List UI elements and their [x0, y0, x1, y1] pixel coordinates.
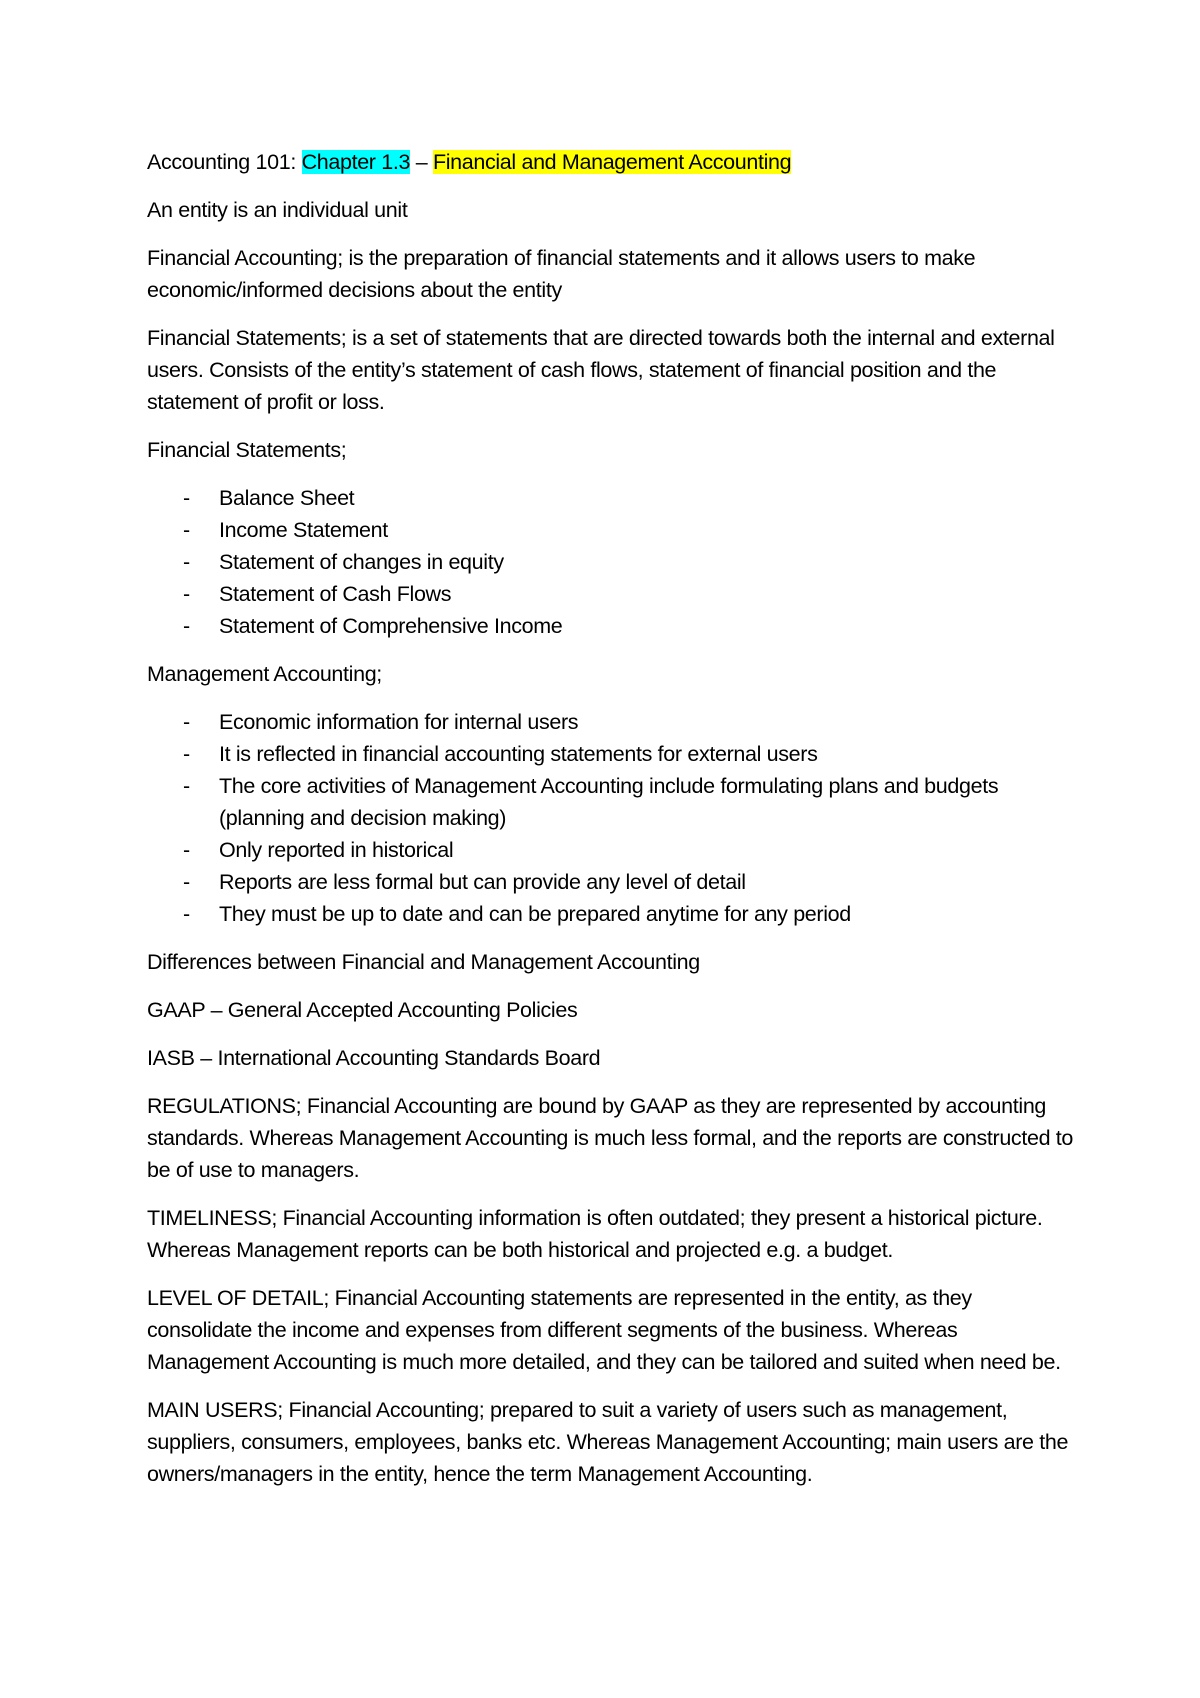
- list-item-text: The core activities of Management Accounting include formulating plans and budgets (planning and decision making): [219, 774, 999, 830]
- page-title: [147, 146, 1077, 178]
- title-separator: –: [410, 150, 433, 174]
- list-item-text: Reports are less formal but can provide any level of detail: [219, 870, 746, 894]
- list-item: [147, 610, 1077, 642]
- iasb-definition: IASB – International Accounting Standards Board: [147, 1046, 601, 1070]
- financial-accounting-paragraph: Financial Accounting; is the preparation of financial statements and it allows users to make economic/informed decisions about the entity: [147, 246, 976, 302]
- bullet-dash: -: [183, 774, 190, 798]
- bullet-dash: -: [183, 550, 190, 574]
- title-chapter-highlight: Chapter 1.3: [301, 150, 411, 174]
- list-item-text: Economic information for internal users: [219, 710, 579, 734]
- gaap-definition: GAAP – General Accepted Accounting Policies: [147, 998, 578, 1022]
- bullet-dash: -: [183, 582, 190, 606]
- list-item: [147, 514, 1077, 546]
- list-item-text: They must be up to date and can be prepared anytime for any period: [219, 902, 851, 926]
- list-item-text: Statement of Comprehensive Income: [219, 614, 563, 638]
- financial-statements-list: [147, 482, 1077, 642]
- list-item: [147, 898, 1077, 930]
- list-item: [147, 866, 1077, 898]
- list-item-text: Only reported in historical: [219, 838, 454, 862]
- main-users-paragraph: MAIN USERS; Financial Accounting; prepared to suit a variety of users such as management, suppliers, consumers, employees, banks etc. Whereas Management Accounting; main users are the owners/managers in the entity, hence the term Management Accounting.: [147, 1398, 1069, 1486]
- timeliness-paragraph: TIMELINESS; Financial Accounting information is often outdated; they present a historical picture. Whereas Management reports can be both historical and projected e.g. a budget.: [147, 1206, 1043, 1262]
- bullet-dash: -: [183, 486, 190, 510]
- list-item: [147, 482, 1077, 514]
- list-item: [147, 706, 1077, 738]
- bullet-dash: -: [183, 870, 190, 894]
- list-item-text: It is reflected in financial accounting statements for external users: [219, 742, 818, 766]
- list-item: [147, 738, 1077, 770]
- list-item-text: Statement of changes in equity: [219, 550, 504, 574]
- bullet-dash: -: [183, 710, 190, 734]
- bullet-dash: -: [183, 902, 190, 926]
- management-accounting-list: [147, 706, 1077, 930]
- list-item: [147, 770, 1077, 834]
- regulations-paragraph: REGULATIONS; Financial Accounting are bound by GAAP as they are represented by accounting standards. Whereas Management Accounting is much less formal, and the reports are constructed to be of use to managers.: [147, 1094, 1074, 1182]
- list-item: [147, 546, 1077, 578]
- document-page: [147, 146, 1077, 1506]
- list-item: [147, 834, 1077, 866]
- list-item-text: Statement of Cash Flows: [219, 582, 452, 606]
- bullet-dash: -: [183, 614, 190, 638]
- financial-statements-definition: Financial Statements; is a set of statements that are directed towards both the internal and external users. Consists of the entity’s statement of cash flows, statement of financial position and the statement of profit or loss.: [147, 326, 1055, 414]
- list-item: [147, 578, 1077, 610]
- list-item-text: Balance Sheet: [219, 486, 355, 510]
- entity-paragraph: An entity is an individual unit: [147, 198, 408, 222]
- management-accounting-heading: Management Accounting;: [147, 662, 382, 686]
- financial-statements-heading: Financial Statements;: [147, 438, 347, 462]
- differences-heading: Differences between Financial and Management Accounting: [147, 950, 700, 974]
- bullet-dash: -: [183, 518, 190, 542]
- level-of-detail-paragraph: LEVEL OF DETAIL; Financial Accounting statements are represented in the entity, as they consolidate the income and expenses from different segments of the business. Whereas Management Accounting is much more detailed, and they can be tailored and suited when need be.: [147, 1286, 1061, 1374]
- bullet-dash: -: [183, 742, 190, 766]
- title-prefix: Accounting 101:: [147, 150, 302, 174]
- list-item-text: Income Statement: [219, 518, 388, 542]
- title-topic-highlight: Financial and Management Accounting: [432, 150, 792, 174]
- bullet-dash: -: [183, 838, 190, 862]
